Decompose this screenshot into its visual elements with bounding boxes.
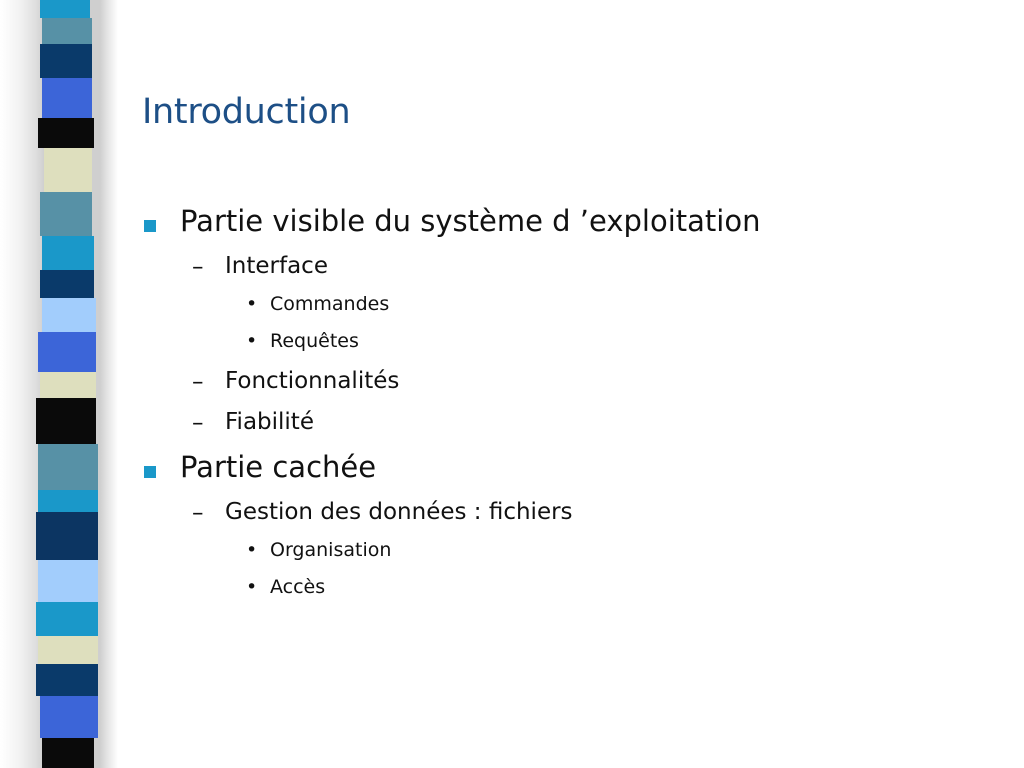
dash-marker: –: [192, 500, 204, 526]
dot-marker: •: [246, 539, 258, 561]
stripe-band: [42, 298, 96, 332]
bullet-level3-item: Commandes: [270, 293, 390, 315]
bullet-level3-item: Requêtes: [270, 330, 359, 352]
bullet-level3-item: Accès: [270, 576, 326, 598]
dash-marker: –: [192, 369, 204, 395]
bullet-level2-item: Fiabilité: [225, 409, 314, 435]
stripe-band: [38, 444, 98, 490]
stripe-band: [44, 148, 92, 192]
bullet-level1-item: Partie cachée: [180, 450, 377, 484]
dot-marker: •: [246, 330, 258, 352]
stripe-band: [42, 78, 92, 118]
stripe-band: [38, 560, 98, 602]
stripe-band: [40, 0, 90, 18]
stripe-band: [38, 332, 96, 372]
bullet-level2-item: Interface: [225, 253, 328, 279]
stripe-band: [40, 44, 92, 78]
dot-marker: •: [246, 576, 258, 598]
slide-title: Introduction: [142, 92, 351, 132]
square-bullet-icon: [144, 220, 156, 232]
dash-marker: –: [192, 410, 204, 436]
decorative-stripe-strip: [36, 0, 100, 768]
bullet-level3-item: Organisation: [270, 539, 392, 561]
stripe-band: [36, 664, 98, 696]
bullet-level2-item: Gestion des données : fichiers: [225, 499, 573, 525]
dot-marker: •: [246, 293, 258, 315]
stripe-band: [38, 118, 94, 148]
stripe-band: [36, 398, 96, 444]
stripe-band: [40, 270, 94, 298]
square-bullet-icon: [144, 466, 156, 478]
bullet-level1-item: Partie visible du système d ’exploitation: [180, 204, 761, 238]
bullet-level2-item: Fonctionnalités: [225, 368, 400, 394]
stripe-band: [36, 602, 98, 636]
stripe-band: [42, 236, 94, 270]
stripe-band: [42, 18, 92, 44]
stripe-band: [36, 512, 98, 560]
stripe-band: [42, 738, 94, 768]
stripe-band: [40, 372, 96, 398]
stripe-band: [38, 490, 98, 512]
stripe-band: [40, 696, 98, 738]
stripe-band: [40, 192, 92, 236]
dash-marker: –: [192, 254, 204, 280]
stripe-band: [38, 636, 98, 664]
